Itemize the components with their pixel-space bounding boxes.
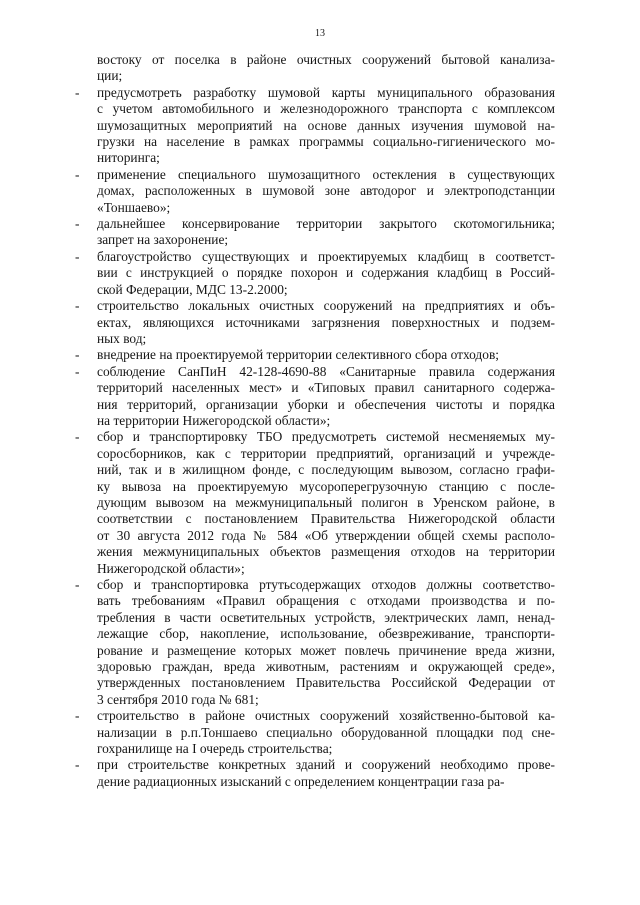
bullet-dash: - xyxy=(75,429,80,445)
text-line: сбор и транспортировка ртутьсодержащих отходов должны соответство- xyxy=(97,577,555,592)
bullet-item xyxy=(75,216,555,249)
text-line: соблюдение СанПиН 42-128-4690-88 «Санитарные правила содержания xyxy=(97,363,555,379)
bullet-dash: - xyxy=(75,84,80,100)
bullet-item xyxy=(75,167,555,216)
text-line: вии с инструкцией о порядке похорон и содержания кладбищ в Россий- xyxy=(97,265,555,281)
bullet-dash: - xyxy=(75,363,80,379)
text-line: ных вод; xyxy=(97,330,147,346)
text-line: ниторинга; xyxy=(97,150,160,166)
text-line: с учетом автомобильного и железнодорожного транспорта с комплексом xyxy=(97,101,555,117)
text-line: ектах, являющихся источниками загрязнения поверхностных и подзем- xyxy=(97,314,555,330)
text-line: дующим вывозом на межмуниципальный полигон в Уренском районе, в xyxy=(97,494,555,510)
text-line: вать требованиям «Правил обращения с отходами производства и по- xyxy=(97,593,555,609)
text-line: домах, расположенных в шумовой зоне автодорог и электроподстанции xyxy=(97,183,555,199)
text-line: соросборников, как с территории предприятий, организаций и учрежде- xyxy=(97,445,555,461)
text-line: сбор и транспортировку ТБО предусмотреть системой несменяемых му- xyxy=(97,429,555,445)
text-line: строительство в районе очистных сооружений хозяйственно-бытовой ка- xyxy=(97,708,555,724)
text-line: внедрение на проектируемой территории селективного сбора отходов; xyxy=(97,347,499,363)
text-line: грузки на население в рамках программы социально-гигиенического мо- xyxy=(97,134,555,150)
text-line: благоустройство существующих и проектируемых кладбищ в соответст- xyxy=(97,248,555,264)
text-line: нализации в р.п.Тоншаево специально оборудованной площадки под сне- xyxy=(97,724,555,740)
bullet-dash: - xyxy=(75,757,80,773)
text-line: ния территорий, организации уборки и обеспечения чистоты и порядка xyxy=(97,396,555,412)
bullet-item xyxy=(75,364,555,430)
bullet-item xyxy=(75,429,555,577)
text-line: утвержденных постановлением Правительства Российской Федерации от xyxy=(97,675,555,691)
text-line: дение радиационных изысканий с определением концентрации газа ра- xyxy=(97,773,505,789)
text-line: дальнейшее консервирование территории закрытого скотомогильника; xyxy=(97,216,555,232)
text-line: территорий населенных мест» и «Типовых правил санитарного содержа- xyxy=(97,380,555,396)
text-line: рование и размещение которых может повлечь причинение вреда жизни, xyxy=(97,642,555,658)
text-line: ции; xyxy=(97,68,123,84)
text-line: ку вывоза на проектируемую мусороперегрузочную станцию с после- xyxy=(97,478,555,494)
bullet-dash: - xyxy=(75,577,80,592)
text-line: гохранилище на I очередь строительства; xyxy=(97,741,333,757)
text-line: 3 сентября 2010 года № 681; xyxy=(97,691,259,707)
bullet-dash: - xyxy=(75,216,80,232)
text-line: ской Федерации, МДС 13-2.2000; xyxy=(97,281,288,297)
text-line: при строительстве конкретных зданий и сооружений необходимо прове- xyxy=(97,757,555,773)
bullet-item xyxy=(75,347,555,363)
text-line: Нижегородской области»; xyxy=(97,560,245,576)
text-line: здоровью граждан, вреда животным, растениям и окружающей среде», xyxy=(97,659,555,675)
page-number: 13 xyxy=(315,28,325,39)
bullet-dash: - xyxy=(75,248,80,264)
bullet-item xyxy=(75,757,555,790)
text-line: от 30 августа 2012 года № 584 «Об утверждении общей схемы располо- xyxy=(97,527,555,543)
bullet-item xyxy=(75,298,555,347)
bullet-dash: - xyxy=(75,708,80,724)
bullet-dash: - xyxy=(75,166,80,182)
bullet-item xyxy=(75,708,555,757)
bullet-item xyxy=(75,85,555,167)
text-line: применение специального шумозащитного остекления в существующих xyxy=(97,166,555,182)
text-line: жения межмуниципальных объектов размещения отходов на территории xyxy=(97,544,555,560)
text-line: востоку от поселка в районе очистных сооружений бытовой канализа- xyxy=(97,52,555,67)
text-line: «Тоншаево»; xyxy=(97,199,171,215)
text-line: лежащие сбор, накопление, использование, обезвреживание, транспорти- xyxy=(97,626,555,642)
paragraph-continuation xyxy=(75,52,555,85)
body-text xyxy=(75,52,555,790)
text-line: ний, так и в жилищном фонде, с последующим вывозом, согласно графи- xyxy=(97,462,555,478)
text-line: строительство локальных очистных сооружений на предприятиях и объ- xyxy=(97,298,555,314)
text-line: требления в части осветительных устройств, электрических ламп, ненад- xyxy=(97,609,555,625)
text-line: запрет на захоронение; xyxy=(97,232,229,248)
bullet-dash: - xyxy=(75,298,80,314)
bullet-dash: - xyxy=(75,347,80,363)
bullet-item xyxy=(75,249,555,298)
text-line: соответствии с постановлением Правительства Нижегородской области xyxy=(97,511,555,527)
text-line: шумозащитных мероприятий на основе данных изучения шумовой на- xyxy=(97,117,555,133)
bullet-item xyxy=(75,577,555,708)
text-line: на территории Нижегородской области»; xyxy=(97,412,331,428)
text-line: предусмотреть разработку шумовой карты муниципального образования xyxy=(97,84,555,100)
